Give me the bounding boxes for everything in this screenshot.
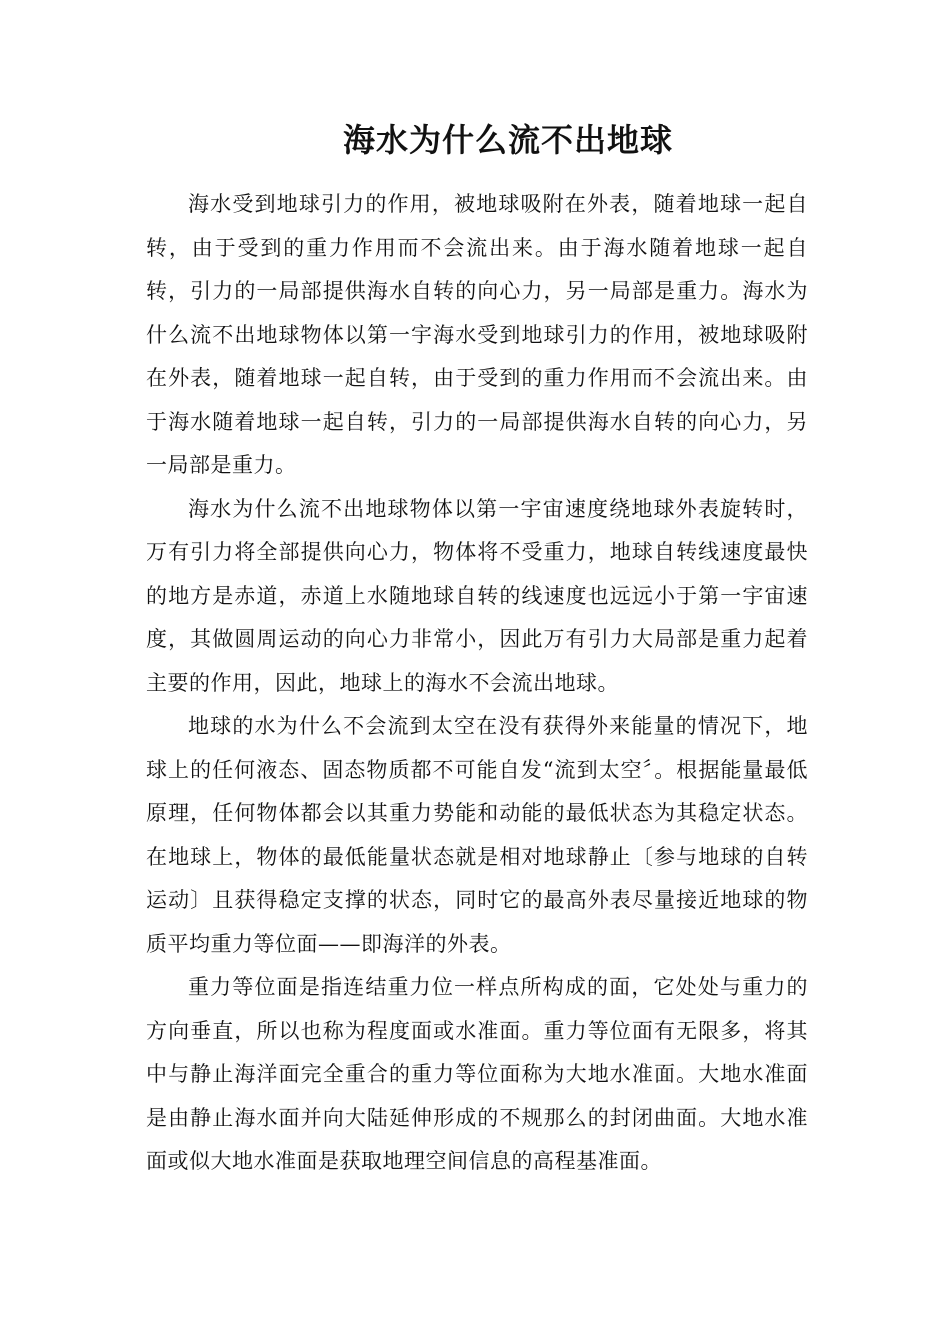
document-title: 海水为什么流不出地球 [342, 121, 673, 159]
paragraph-4: 重力等位面是指连结重力位一样点所构成的面，它处处与重力的方向垂直，所以也称为程度面或水准面。重力等位面有无限多，将其中与静止海洋面完全重合的重力等位面称为大地水准面。大地水准面是由静止海水面并向大陆延伸形成的不规那么的封闭曲面。大地水准面或似大地水准面是获取地理空间信息的高程基准面。 [146, 975, 808, 1173]
paragraph-2: 海水为什么流不出地球物体以第一宇宙速度绕地球外表旋转时，万有引力将全部提供向心力，物体将不受重力，地球自转线速度最快的地方是赤道，赤道上水随地球自转的线速度也远远小于第一宇宙速度，其做圆周运动的向心力非常小，因此万有引力大局部是重力起着主要的作用，因此，地球上的海水不会流出地球。 [146, 496, 808, 695]
paragraph-3: 地球的水为什么不会流到太空在没有获得外来能量的情况下，地球上的任何液态、固态物质都不可能自发“流到太空〞。根据能量最低原理，任何物体都会以其重力势能和动能的最低状态为其稳定状态。在地球上，物体的最低能量状态就是相对地球静止〔参与地球的自转运动〕且获得稳定支撑的状态，同时它的最高外表尽量接近地球的物质平均重力等位面——即海洋的外表。 [146, 714, 808, 956]
paragraph-1: 海水受到地球引力的作用，被地球吸附在外表，随着地球一起自转，由于受到的重力作用而不会流出来。由于海水随着地球一起自转，引力的一局部提供海水自转的向心力，另一局部是重力。海水为什么流不出地球物体以第一宇海水受到地球引力的作用，被地球吸附在外表，随着地球一起自转，由于受到的重力作用而不会流出来。由于海水随着地球一起自转，引力的一局部提供海水自转的向心力，另一局部是重力。 [146, 192, 808, 477]
document-body [146, 183, 808, 1184]
